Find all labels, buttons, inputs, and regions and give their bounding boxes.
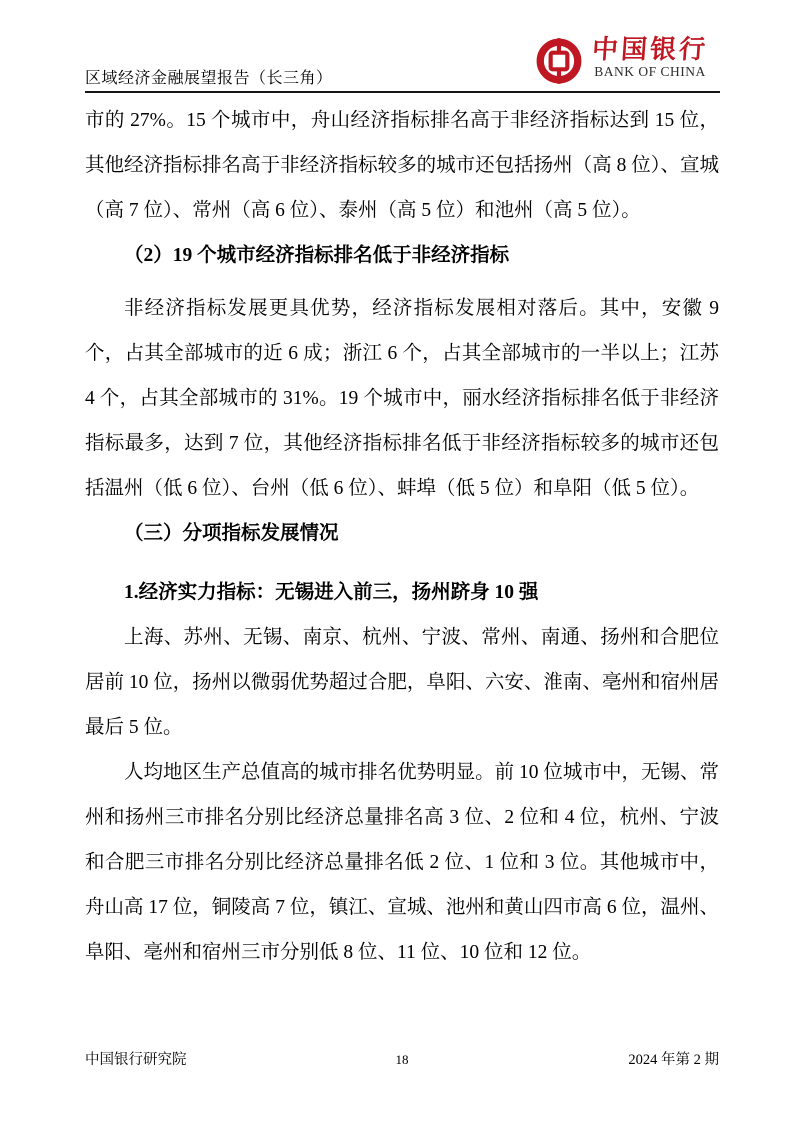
bank-of-china-logo [534,36,708,86]
header-divider [85,91,720,93]
page-footer [85,1048,719,1072]
heading-19-cities-lower: （2）19 个城市经济指标排名低于非经济指标 [124,245,510,266]
boc-emblem-icon [534,36,584,86]
paragraph-non-economic-advantage: 非经济指标发展更具优势，经济指标发展相对落后。其中，安徽 9 个，占其全部城市的近 6 成；浙江 6 个，占其全部城市的一半以上；江苏 4 个，占其全部城市的 31%。19 个城市中，丽水经济指标排名低于非经济指标最多，达到 7 位，其他经济指标排名低于非经济指标较多的城市还包括温州（低 6 位）、台州（低 6 位）、蚌埠（低 5 位）和阜阳（低 5 位）。 [85,298,719,499]
paragraph-city-ranking-continued: 市的 27%。15 个城市中，舟山经济指标排名高于非经济指标达到 15 位，其他经济指标排名高于非经济指标较多的城市还包括扬州（高 8 位）、宣城（高 7 位）、常州（高 6 位）、泰州（高 5 位）和池州（高 5 位）。 [85,110,719,221]
footer-page-number: 18 [395,1052,409,1067]
document-body [85,98,719,975]
page-header [85,0,720,92]
paragraph-gdp-per-capita: 人均地区生产总值高的城市排名优势明显。前 10 位城市中，无锡、常州和扬州三市排名分别比经济总量排名高 3 位、2 位和 4 位，杭州、宁波和合肥三市排名分别比经济总量排名低 2 位、1 位和 3 位。其他城市中，舟山高 17 位，铜陵高 7 位，镇江、宣城、池州和黄山四市高 6 位，温州、阜阳、亳州和宿州三市分别低 8 位、11 位、10 位和 12 位。 [85,762,719,963]
report-title: 区域经济金融展望报告（长三角） [85,70,333,87]
heading-economic-strength: 1.经济实力指标：无锡进入前三，扬州跻身 10 强 [124,582,539,603]
footer-institution: 中国银行研究院 [85,1052,187,1068]
boc-logo-english: BANK OF CHINA [594,64,706,79]
footer-issue: 2024 年第 2 期 [628,1052,719,1068]
boc-logo-text [592,36,708,79]
heading-section-3-indicators: （三）分项指标发展情况 [124,523,339,544]
paragraph-top10-cities: 上海、苏州、无锡、南京、杭州、宁波、常州、南通、扬州和合肥位居前 10 位，扬州以微弱优势超过合肥，阜阳、六安、淮南、亳州和宿州居最后 5 位。 [85,627,719,738]
boc-logo-chinese: 中国银行 [591,35,710,64]
